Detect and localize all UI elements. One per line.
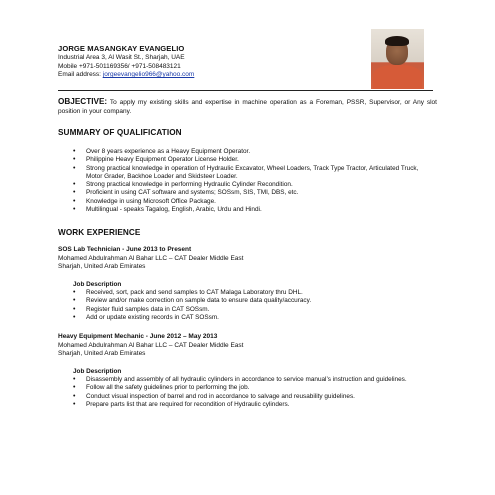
job-entry — [58, 333, 438, 359]
job-location: Sharjah, United Arab Emirates — [58, 350, 146, 358]
duty-item: • Register fluid samples data in CAT SOSsm. — [73, 306, 428, 314]
email-line — [58, 71, 358, 80]
summary-item: • Proficient in using CAT software and systems; SOSsm, SIS, TMI, DBS, etc. — [73, 189, 428, 197]
applicant-photo — [371, 29, 424, 89]
summary-item: • Multilingual - speaks Tagalog, English, Arabic, Urdu and Hindi. — [73, 206, 428, 214]
job-company: Mohamed Abdulrahman Al Bahar LLC – CAT Dealer Middle East — [58, 341, 244, 349]
work-title: WORK EXPERIENCE — [58, 228, 141, 237]
objective-text: To apply my existing skills and expertise in machine operation as a Foreman, PSSR, Supervisor, or Any slot position in your company. — [58, 99, 437, 116]
duty-item: • Conduct visual inspection of barrel and rod in accordance to salvage and reusability guidelines. — [73, 393, 418, 401]
photo-shirt — [373, 65, 422, 89]
summary-item: • Knowledge in using Microsoft Office Package. — [73, 198, 428, 206]
summary-item: • Over 8 years experience as a Heavy Equipment Operator. — [73, 148, 428, 156]
contact-header — [58, 44, 358, 80]
objective-label: OBJECTIVE: — [58, 97, 108, 106]
job-entry — [58, 246, 438, 272]
duty-item: • Follow all the safety guidelines prior to performing the job. — [73, 384, 418, 392]
duty-item: • Review and/or make correction on sample data to ensure data quality/accuracy. — [73, 297, 428, 305]
photo-hair — [385, 36, 409, 46]
job-title: SOS Lab Technician - June 2013 to Present — [58, 246, 192, 253]
duty-item: • Disassembly and assembly of all hydraulic cylinders in accordance to service manual’s instruction and guidelines. — [73, 376, 418, 384]
summary-item: • Strong practical knowledge in performing Hydraulic Cylinder Recondition. — [73, 181, 428, 189]
duty-item: • Prepare parts list that are required for recondition of Hydraulic cylinders. — [73, 401, 418, 409]
job-location: Sharjah, United Arab Emirates — [58, 263, 146, 271]
job-company: Mohamed Abdulrahman Al Bahar LLC – CAT Dealer Middle East — [58, 254, 244, 262]
summary-title: SUMMARY OF QUALIFICATION — [58, 128, 182, 137]
duty-item: • Received, sort, pack and send samples to CAT Malaga Laboratory thru DHL. — [73, 289, 428, 297]
mobile-numbers: Mobile +971-501169356/ +971-508483121 — [58, 62, 181, 70]
job-title: Heavy Equipment Mechanic - June 2012 – May 2013 — [58, 333, 218, 340]
objective-section — [58, 97, 437, 117]
email-label: Email address: — [58, 71, 103, 79]
address: Industrial Area 3, Al Wasit St., Sharjah, UAE — [58, 54, 185, 61]
job-duties-list — [73, 289, 428, 322]
summary-item: • Philippine Heavy Equipment Operator License Holder. — [73, 156, 428, 164]
summary-item: • Strong practical knowledge in operation of Hydraulic Excavator, Wheel Loaders, Track Type Tractor, Articulated Truck, Motor Grader, Backhoe Loader and Skidsteer Loader. — [73, 165, 428, 182]
job-duties-list — [73, 376, 418, 409]
job-description-label: Job Description — [73, 281, 122, 288]
summary-list — [73, 148, 428, 214]
header-divider — [58, 90, 433, 91]
email-link[interactable]: jorgeevangelio966@yahoo.com — [102, 71, 195, 79]
applicant-name: JORGE MASANGKAY EVANGELIO — [58, 44, 185, 53]
job-description-label: Job Description — [73, 368, 122, 375]
duty-item: • Add or update existing records in CAT SOSsm. — [73, 314, 428, 322]
